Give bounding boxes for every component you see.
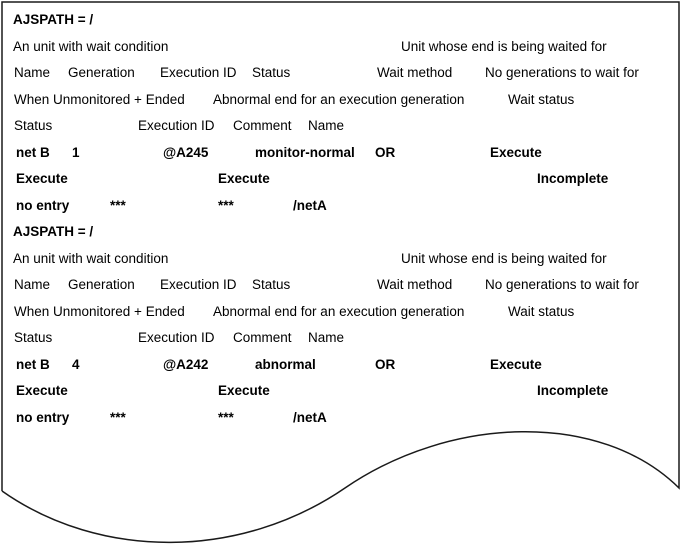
waited-name-value: /netA bbox=[293, 197, 327, 213]
data-row-1 bbox=[0, 145, 681, 162]
col-header-generations-to-wait: No generations to wait for bbox=[485, 277, 639, 292]
header-row-1 bbox=[0, 65, 681, 82]
when-unmonitored-value: Execute bbox=[16, 383, 68, 398]
col-header-waited-status: Status bbox=[14, 330, 53, 345]
col-header-name: Name bbox=[14, 277, 51, 292]
waited-status-value: no entry bbox=[16, 409, 70, 425]
status-value: monitor-normal bbox=[255, 144, 355, 160]
col-header-wait-status: Wait status bbox=[508, 91, 575, 107]
header-row-2 bbox=[0, 304, 681, 321]
execution-id-value: @A245 bbox=[163, 144, 209, 160]
status-value: abnormal bbox=[255, 356, 316, 372]
col-header-generation: Generation bbox=[68, 277, 135, 292]
ajspath-label: AJSPATH = / bbox=[13, 224, 94, 239]
col-header-abnormal-end: Abnormal end for an execution generation bbox=[213, 303, 465, 319]
col-header-generations-to-wait: No generations to wait for bbox=[485, 65, 639, 80]
wait-status-output-block-2 bbox=[0, 212, 681, 424]
col-header-wait-method: Wait method bbox=[377, 277, 453, 292]
caption-waited-unit: Unit whose end is being waited for bbox=[401, 38, 607, 54]
col-header-generation: Generation bbox=[68, 65, 135, 80]
data-row-1 bbox=[0, 357, 681, 374]
abnormal-end-value: Execute bbox=[218, 383, 270, 398]
ajspath-line bbox=[0, 12, 681, 29]
abnormal-end-value: Execute bbox=[218, 171, 270, 186]
header-row-3 bbox=[0, 330, 681, 347]
col-header-comment: Comment bbox=[233, 118, 292, 133]
caption-wait-unit: An unit with wait condition bbox=[13, 38, 169, 54]
caption-line bbox=[0, 251, 681, 268]
generation-value: 4 bbox=[72, 356, 80, 372]
ajspath-line bbox=[0, 224, 681, 241]
caption-line bbox=[0, 39, 681, 56]
generations-to-wait-value: Execute bbox=[490, 144, 542, 160]
waited-execution-id-value: *** bbox=[110, 197, 126, 213]
waited-name-value: /netA bbox=[293, 409, 327, 425]
wait-method-value: OR bbox=[375, 144, 396, 160]
col-header-execution-id: Execution ID bbox=[160, 277, 237, 292]
caption-waited-unit: Unit whose end is being waited for bbox=[401, 250, 607, 266]
wait-method-value: OR bbox=[375, 356, 396, 372]
col-header-name: Name bbox=[14, 65, 51, 80]
header-row-2 bbox=[0, 92, 681, 109]
waited-status-value: no entry bbox=[16, 197, 70, 213]
col-header-when-unmonitored: When Unmonitored + Ended bbox=[14, 91, 185, 107]
col-header-waited-name: Name bbox=[308, 118, 345, 133]
unit-name-value: net B bbox=[16, 356, 50, 372]
caption-wait-unit: An unit with wait condition bbox=[13, 250, 169, 266]
data-row-2 bbox=[0, 171, 681, 188]
data-row-2 bbox=[0, 383, 681, 400]
col-header-wait-method: Wait method bbox=[377, 65, 453, 80]
col-header-status: Status bbox=[252, 65, 291, 80]
col-header-abnormal-end: Abnormal end for an execution generation bbox=[213, 91, 465, 107]
when-unmonitored-value: Execute bbox=[16, 171, 68, 186]
header-row-1 bbox=[0, 277, 681, 294]
waited-execution-id-value: *** bbox=[110, 409, 126, 425]
generations-to-wait-value: Execute bbox=[490, 356, 542, 372]
col-header-waited-name: Name bbox=[308, 330, 345, 345]
data-row-3 bbox=[0, 410, 681, 427]
col-header-waited-execution-id: Execution ID bbox=[138, 118, 215, 133]
col-header-execution-id: Execution ID bbox=[160, 65, 237, 80]
wait-status-value: Incomplete bbox=[537, 383, 609, 398]
col-header-comment: Comment bbox=[233, 330, 292, 345]
col-header-waited-execution-id: Execution ID bbox=[138, 330, 215, 345]
wait-status-output-block-1 bbox=[0, 0, 681, 212]
generation-value: 1 bbox=[72, 144, 80, 160]
col-header-waited-status: Status bbox=[14, 118, 53, 133]
unit-name-value: net B bbox=[16, 144, 50, 160]
col-header-wait-status: Wait status bbox=[508, 303, 575, 319]
comment-value: *** bbox=[218, 409, 234, 425]
wait-status-value: Incomplete bbox=[537, 171, 609, 186]
header-row-3 bbox=[0, 118, 681, 135]
col-header-when-unmonitored: When Unmonitored + Ended bbox=[14, 303, 185, 319]
comment-value: *** bbox=[218, 197, 234, 213]
ajspath-label: AJSPATH = / bbox=[13, 12, 94, 27]
col-header-status: Status bbox=[252, 277, 291, 292]
execution-id-value: @A242 bbox=[163, 356, 209, 372]
